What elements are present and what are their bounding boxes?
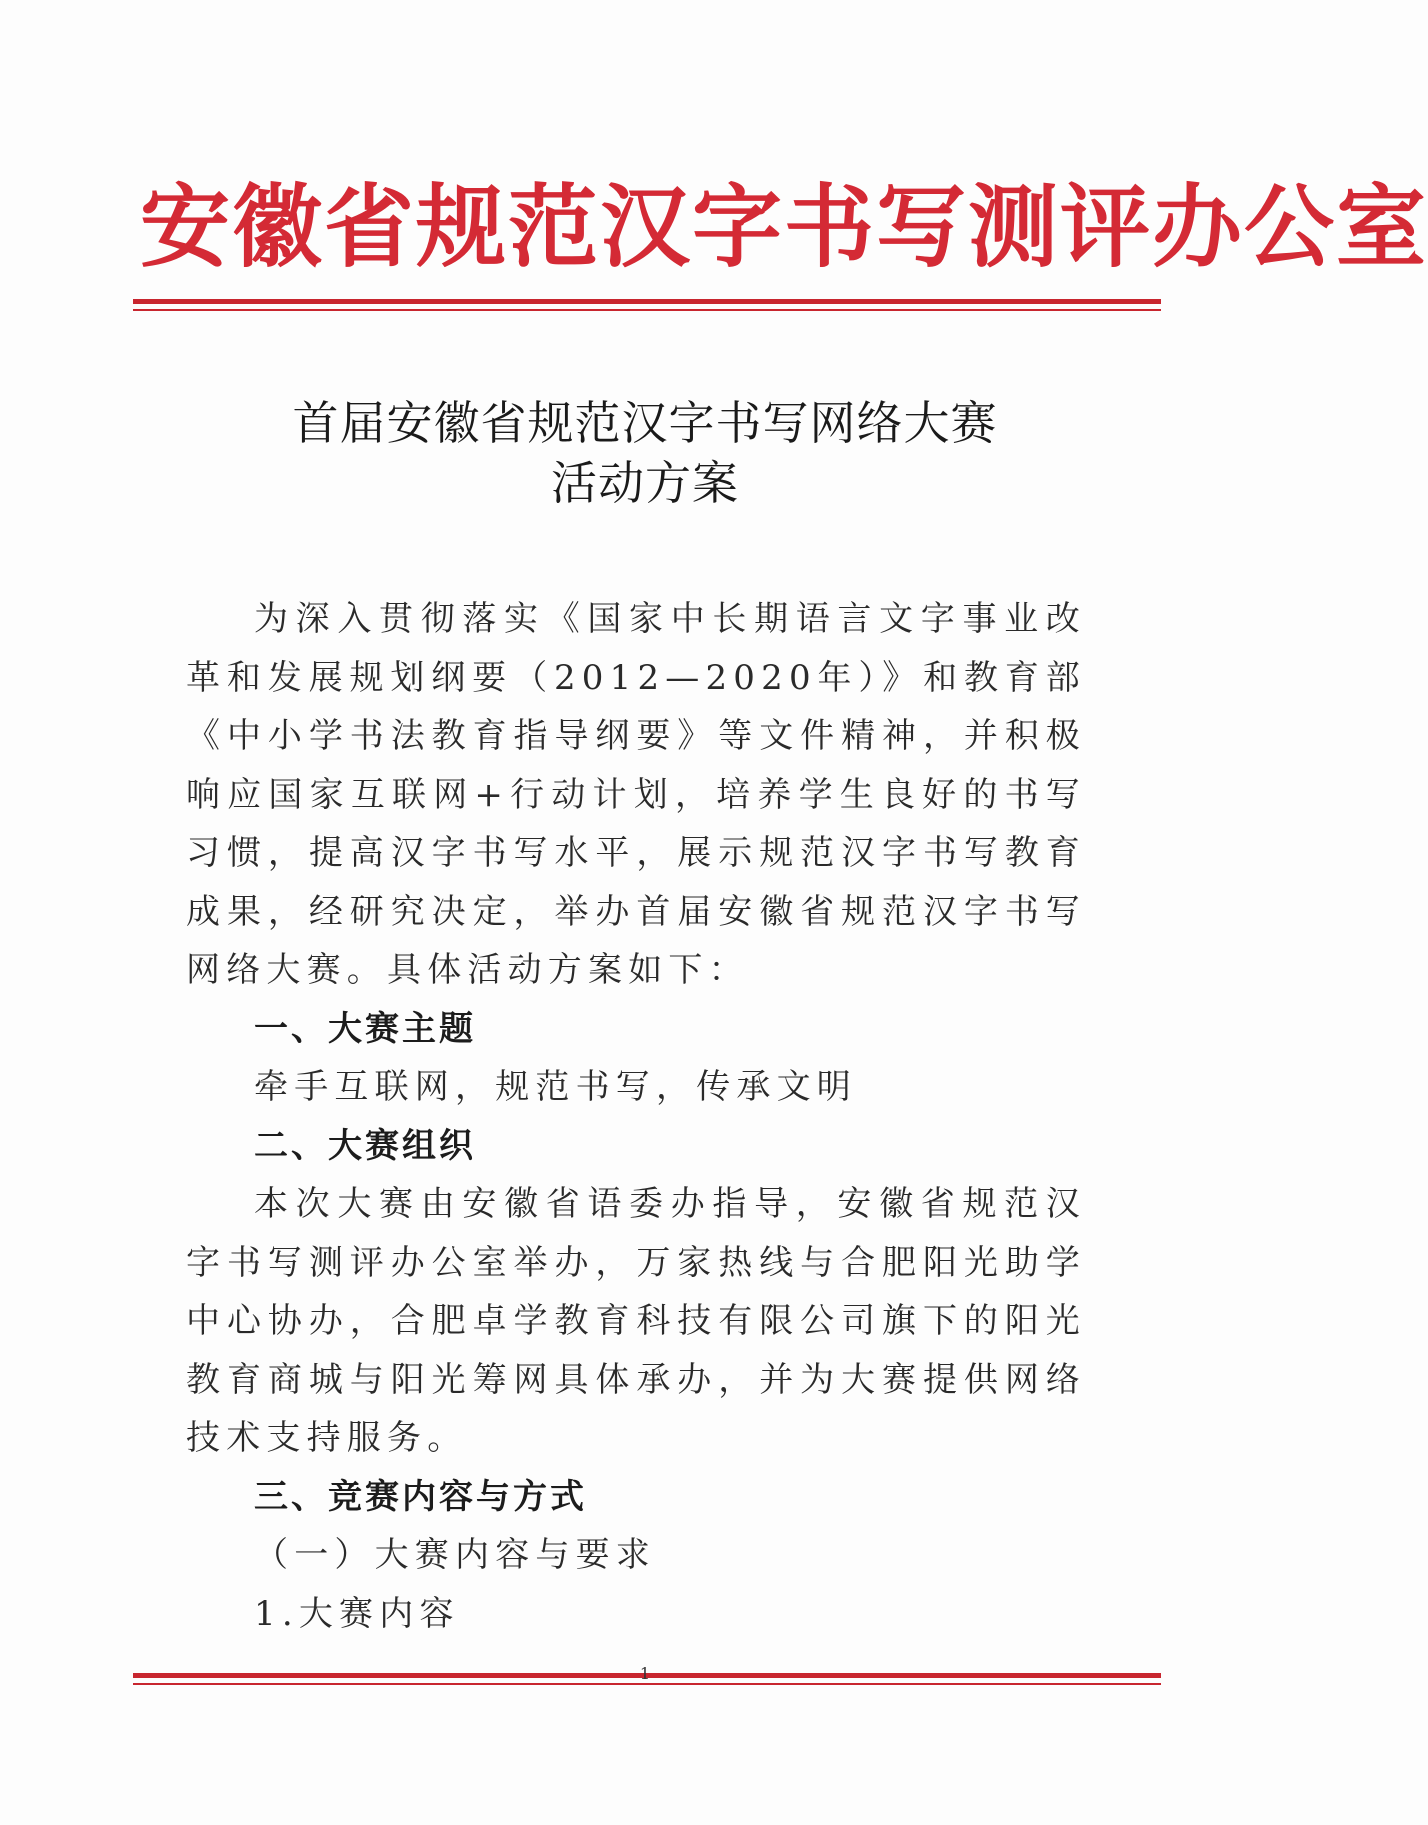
document-title-line1: 首届安徽省规范汉字书写网络大赛 xyxy=(292,396,998,450)
section-text-organization: 本次大赛由安徽省语委办指导，安徽省规范汉字书写测评办公室举办，万家热线与合肥阳光助学中心协办，合肥卓学教育科技有限公司旗下的阳光教育商城与阳光筹网具体承办，并为大赛提供网络技术支持服务。 xyxy=(186,1184,1086,1458)
office-name-header: 安徽省规范汉字书写测评办公室 xyxy=(140,174,1428,280)
section-heading-content-method: 三、竞赛内容与方式 xyxy=(254,1476,587,1517)
item-heading-content: 1.大赛内容 xyxy=(254,1593,460,1634)
document-title-line2: 活动方案 xyxy=(551,456,739,510)
header-rule-thick xyxy=(133,299,1161,304)
section-text-theme: 牵手互联网，规范书写，传承文明 xyxy=(254,1067,857,1107)
section-heading-theme: 一、大赛主题 xyxy=(254,1008,476,1049)
page-number: 1 xyxy=(639,1664,651,1683)
intro-paragraph: 为深入贯彻落实《国家中长期语言文字事业改革和发展规划纲要（2012—2020年）》和教育部《中小学书法教育指导纲要》等文件精神，并积极响应国家互联网+行动计划，培养学生良好的书写习惯，提高汉字书写水平，展示规范汉字书写教育成果，经研究决定，举办首届安徽省规范汉字书写网络大赛。具体活动方案如下： xyxy=(186,599,1086,990)
header-rule-thin xyxy=(133,309,1161,311)
document-body xyxy=(186,590,1086,1643)
section-heading-organization: 二、大赛组织 xyxy=(254,1125,476,1166)
subsection-heading-content-requirements: （一）大赛内容与要求 xyxy=(254,1535,656,1575)
